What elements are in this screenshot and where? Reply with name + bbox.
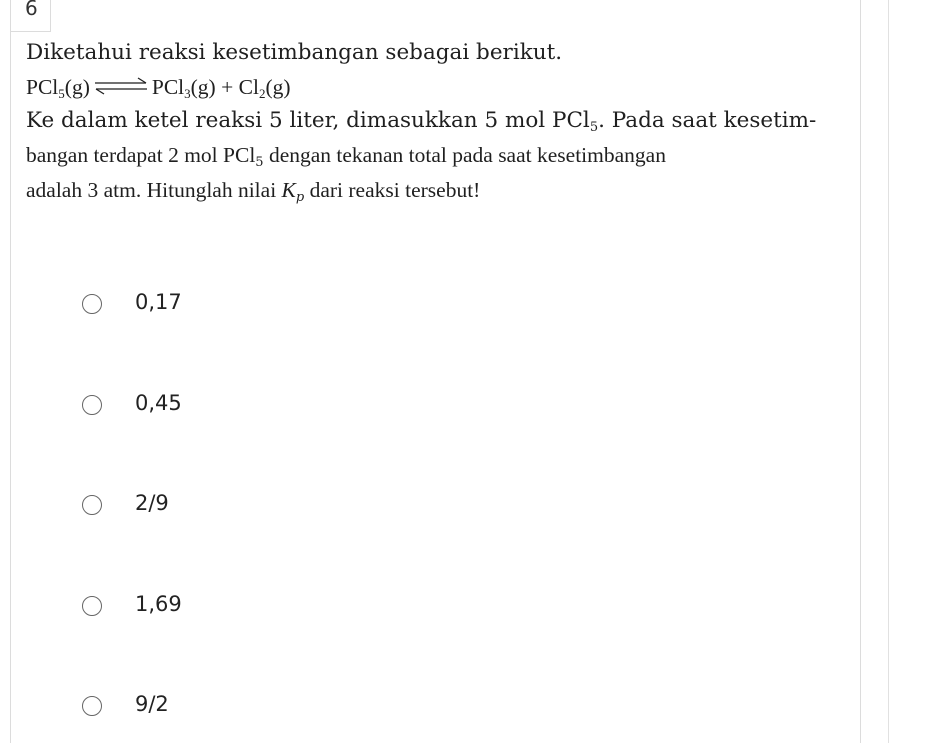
question-text xyxy=(26,36,846,208)
question-body-line-2: bangan terdapat 2 mol PCl$_5$ dengan tekanan total pada saat kesetimbangan xyxy=(26,143,666,170)
option-label[interactable]: 9/2 xyxy=(135,692,169,716)
radio-unchecked-icon[interactable] xyxy=(82,495,102,515)
option-label[interactable]: 1,69 xyxy=(135,591,182,616)
plus-sign: + xyxy=(221,75,234,99)
question-intro: Diketahui reaksi kesetimbangan sebagai berikut. xyxy=(26,40,563,65)
option-label[interactable]: 0,45 xyxy=(135,390,182,415)
radio-unchecked-icon[interactable] xyxy=(82,395,102,415)
question-body-line-1: Ke dalam ketel reaksi 5 liter, dimasukkan 5 mol PCl$_5$. Pada saat kesetim- xyxy=(26,108,817,135)
radio-unchecked-icon[interactable] xyxy=(82,294,102,314)
reaction-equation xyxy=(26,70,846,104)
question-body-line-3: adalah 3 atm. Hitunglah nilai $K_p$ dari reaksi tersebut! xyxy=(26,178,481,205)
product2-formula: $Cl_2(g)$ xyxy=(238,75,291,101)
radio-unchecked-icon[interactable] xyxy=(82,696,102,716)
radio-unchecked-icon[interactable] xyxy=(82,596,102,616)
option-label[interactable]: 0,17 xyxy=(135,290,182,314)
question-number: 6 xyxy=(10,0,51,32)
equilibrium-arrow-icon xyxy=(92,76,150,96)
reactant-formula: PCl$_5$(g) xyxy=(26,75,90,101)
right-divider xyxy=(888,0,889,743)
option-label[interactable]: 2/9 xyxy=(135,491,169,515)
product1-formula: PCl$_3$(g) xyxy=(151,75,216,101)
